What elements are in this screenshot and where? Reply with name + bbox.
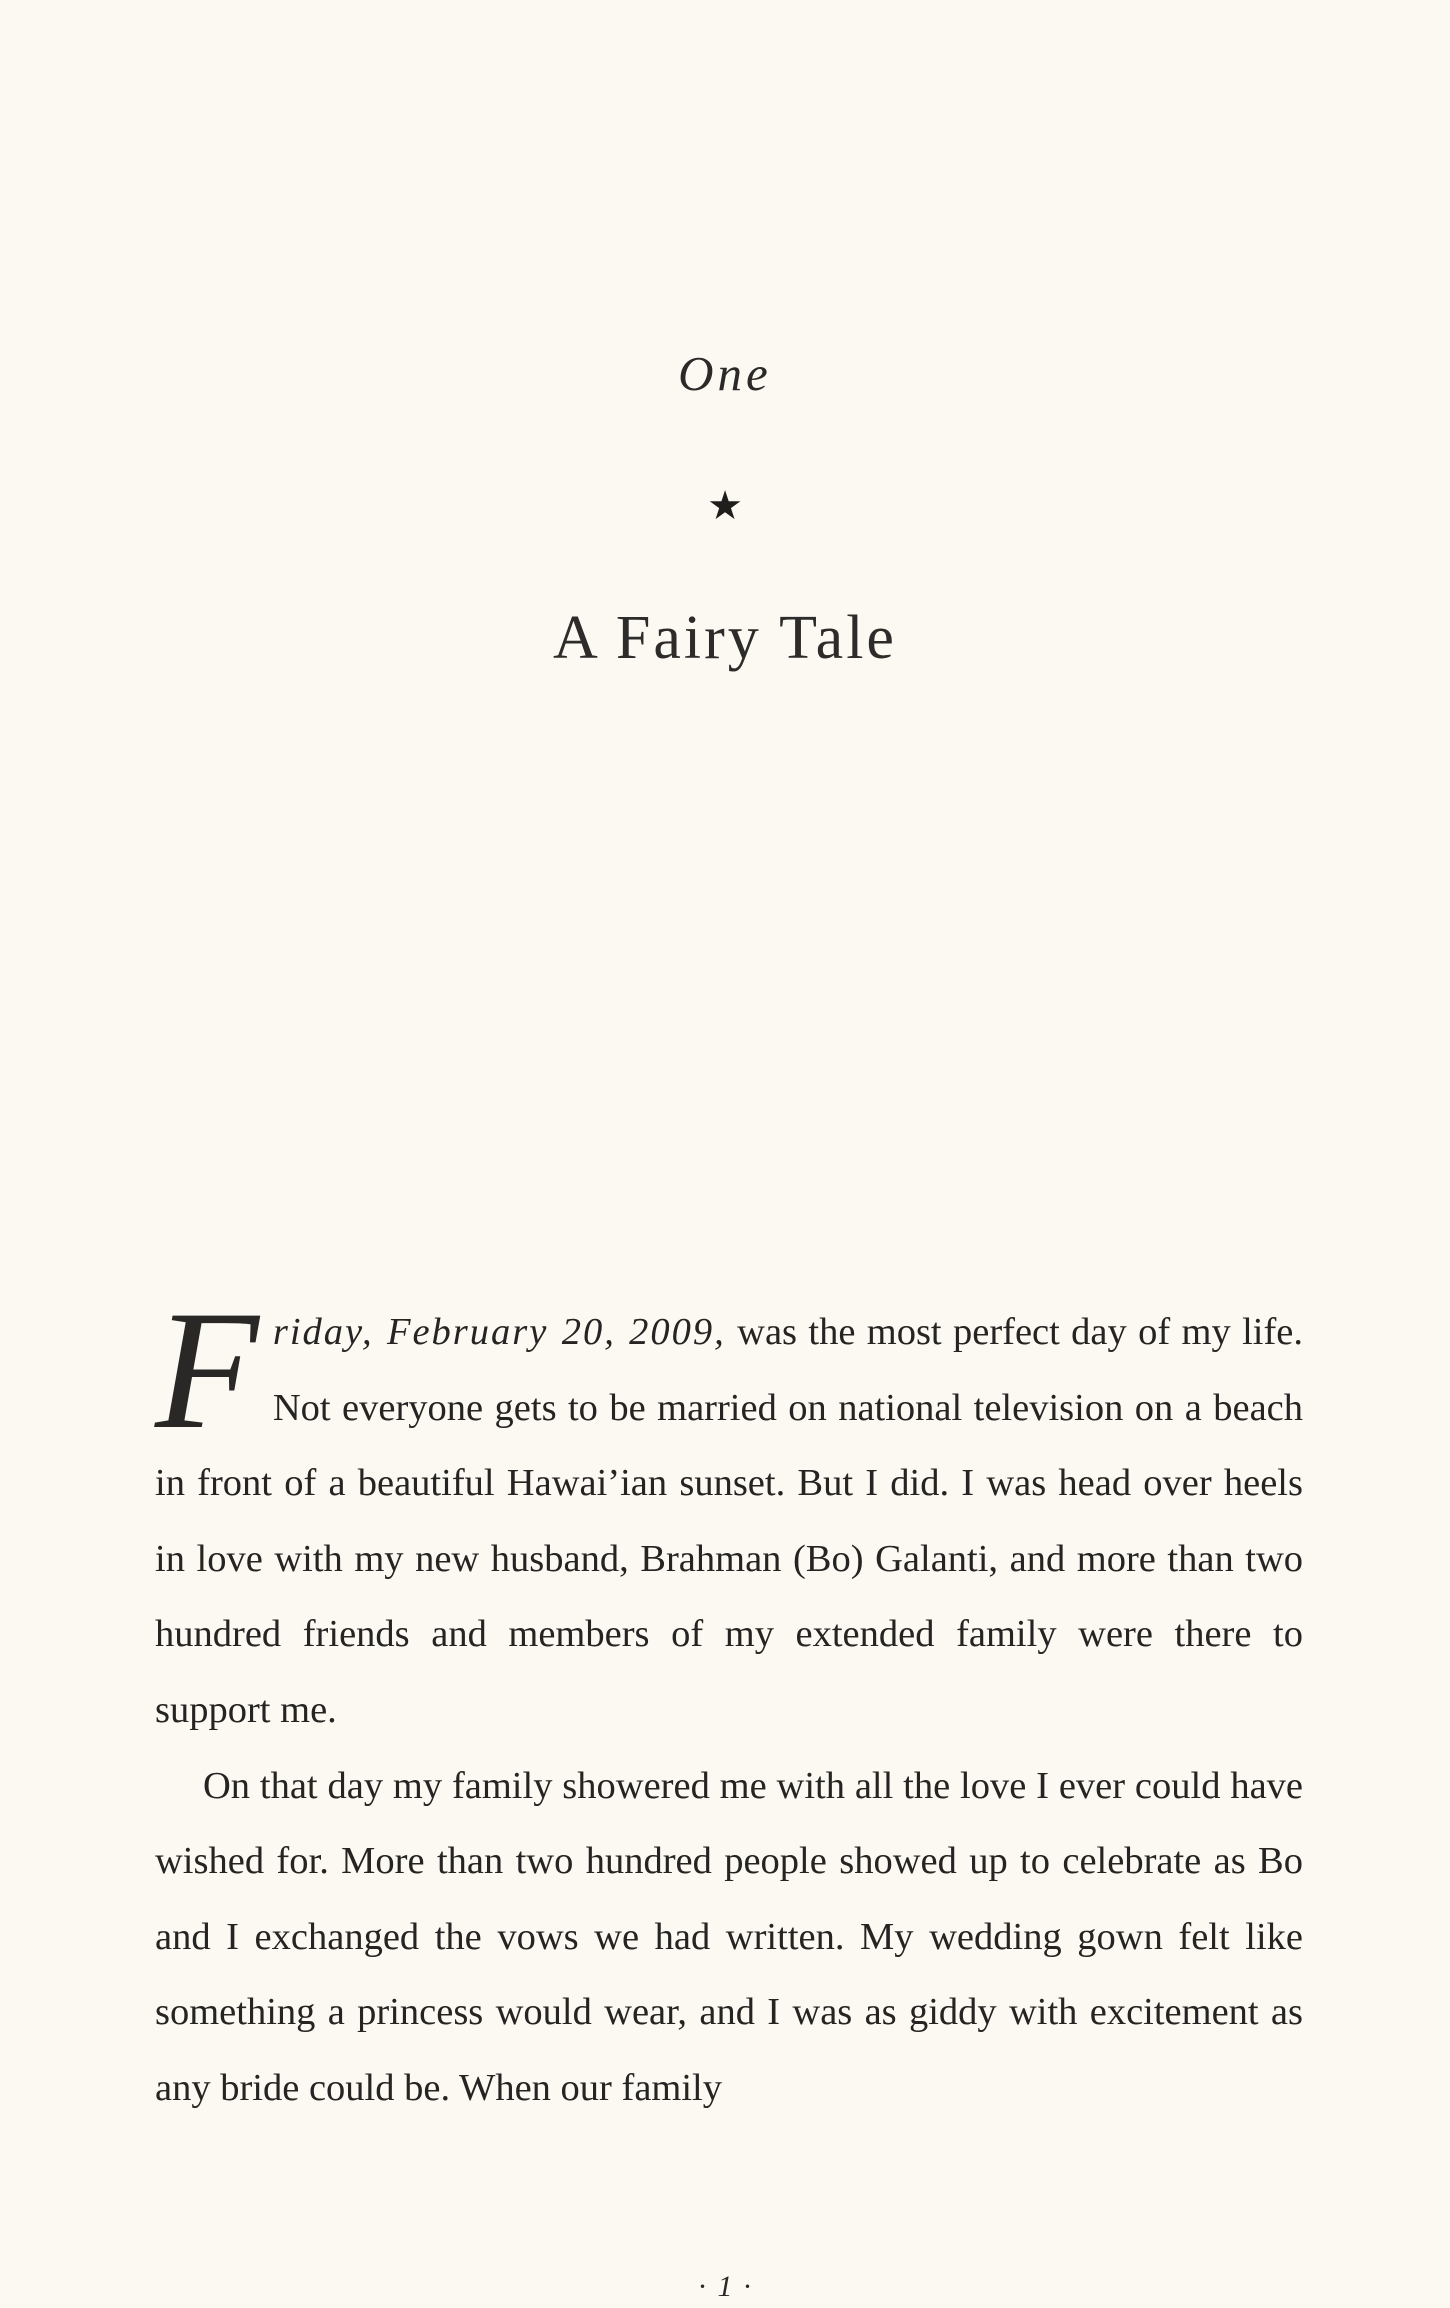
paragraph-1-text: was the most perfect day of my life. Not everyone gets to be married on national television on a beach in front of a beautiful Hawai’ian sunset. But I did. I was head over heels in love with my new husband, Brahman (Bo) Galanti, and more than two hundred friends and members of my extended family were there to support me. (155, 1311, 1303, 1731)
chapter-body (155, 1276, 1303, 2127)
chapter-number: One (678, 346, 772, 401)
drop-cap: F (155, 1276, 259, 1464)
page-footer (0, 2270, 1450, 2304)
paragraph-2: On that day my family showered me with all the love I ever could have wished for. More than two hundred people showed up to celebrate as Bo and I exchanged the vows we had written. My wedding gown felt like something a princess would wear, and I was as giddy with excitement as any bride could be. When our family (155, 1764, 1303, 2109)
page-number: 1 (717, 2270, 733, 2303)
folio-dot-right: · (742, 2270, 753, 2303)
paragraph-1 (155, 1276, 1303, 1749)
opening-phrase: riday, February 20, 2009, (272, 1311, 726, 1353)
chapter-title: A Fairy Tale (553, 604, 897, 672)
folio-dot-left: · (697, 2270, 708, 2303)
star-ornament-icon: ★ (707, 483, 743, 529)
